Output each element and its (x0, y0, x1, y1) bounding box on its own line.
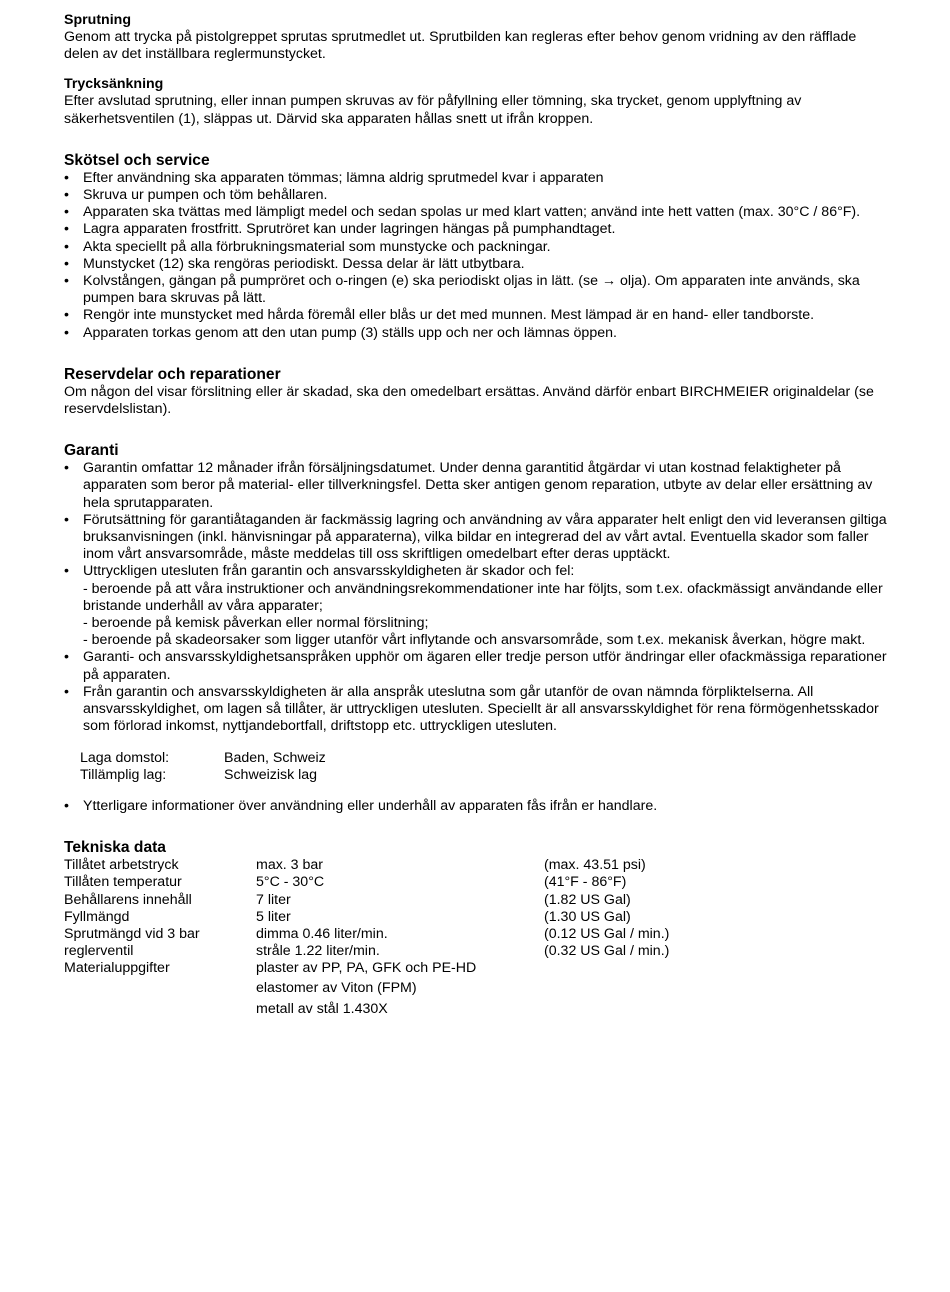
list-item: • Apparaten torkas genom att den utan pump (3) ställs upp och ner och lämnas öppen. (64, 325, 894, 342)
list-item: • Rengör inte munstycket med hårda föremål eller blås ur det med munnen. Mest lämpad är en hand- eller tandborste. (64, 307, 894, 324)
tech-alt: (0.32 US Gal / min.) (544, 943, 670, 960)
document-page (64, 12, 894, 1020)
tech-value: elastomer av Viton (FPM) (256, 979, 417, 996)
tech-data-table (64, 857, 894, 1019)
section-trycksankning (64, 76, 894, 127)
tech-alt: (max. 43.51 psi) (544, 857, 646, 874)
jurisdiction-label: Laga domstol: (80, 749, 170, 766)
tech-alt: (1.82 US Gal) (544, 891, 631, 908)
list-item: • Förutsättning för garantiåtaganden är fackmässig lagring och användning av våra apparater helt enligt den vid leveransen giltiga bruksanvisningen (inkl. hänvisningar på apparaterna), vilka bildar en integrerad del av vårt avtal. Eventuella skador som faller inom vårt ansvarsområde, måste meddelas till oss skriftligen omedelbart efter deras upptäckt. (64, 512, 894, 564)
tech-value: dimma 0.46 liter/min. (256, 925, 388, 942)
tech-value: 5 liter (256, 908, 291, 925)
tech-value: 7 liter (256, 891, 291, 908)
tech-label: reglerventil (64, 943, 134, 960)
section-heading: Sprutning (64, 12, 131, 28)
tech-label: Materialuppgifter (64, 960, 170, 977)
list-item: • Garanti- och ansvarsskyldighetsanspråken upphör om ägaren eller tredje person utför ändringar eller ofackmässiga reparationer på apparaten. (64, 649, 894, 683)
list-item: • Efter användning ska apparaten tömmas; lämna aldrig sprutmedel kvar i apparaten (64, 170, 894, 187)
tech-label: Tillåten temperatur (64, 874, 182, 891)
section-heading: Reservdelar och reparationer (64, 365, 281, 383)
tech-value: max. 3 bar (256, 857, 324, 874)
list-item-text: • Uttryckligen utesluten från garantin och ansvarsskyldigheten är skador och fel: (83, 563, 575, 580)
section-text: Om någon del visar förslitning eller är skadad, ska den omedelbart ersättas. Använd därför enbart BIRCHMEIER originaldelar (se reservdelslistan). (64, 383, 874, 418)
list-item: • Skruva ur pumpen och töm behållaren. (64, 187, 894, 204)
tech-alt (544, 999, 894, 1020)
tech-value: stråle 1.22 liter/min. (256, 943, 380, 960)
exclusion-line: - beroende på att våra instruktioner och användningsrekommendationer inte har följts, som t.ex. ofackmässigt användande eller bristande underhåll av våra apparater; (83, 580, 883, 614)
section-text: Efter avslutad sprutning, eller innan pumpen skruvas av för påfyllning eller tömning, ska trycket, genom upplyftning av säkerhetsventilen (1), släppas ut. Därvid ska apparaten hållas snett ut ifrån kroppen. (64, 93, 802, 127)
tech-alt: (0.12 US Gal / min.) (544, 925, 670, 942)
tech-alt (544, 978, 894, 999)
tech-label: Behållarens innehåll (64, 891, 192, 908)
section-tekniska (64, 839, 894, 1019)
list-item: • Munstycket (12) ska rengöras periodiskt. Dessa delar är lätt utbytbara. (64, 256, 894, 273)
exclusion-line: - beroende på kemisk påverkan eller normal förslitning; (83, 615, 429, 632)
section-garanti (64, 442, 894, 815)
tech-value: plaster av PP, PA, GFK och PE-HD (256, 960, 477, 977)
jurisdiction-label: Tillämplig lag: (80, 766, 167, 783)
jurisdiction-table (64, 750, 894, 784)
tech-label (64, 978, 256, 999)
section-heading: Trycksänkning (64, 76, 164, 93)
tech-label: Fyllmängd (64, 908, 130, 925)
tech-alt: (1.30 US Gal) (544, 908, 631, 925)
bullet-list (64, 170, 894, 342)
list-item: • Garantin omfattar 12 månader ifrån försäljningsdatumet. Under denna garantitid åtgärdar vi utan kostnad felaktigheter på apparaten som beror på material- eller tillverkningsfel. Detta sker antigen genom reparation, utbyte av delar eller ersättning av hela sprutapparaten. (64, 460, 894, 512)
tech-alt (544, 960, 894, 977)
tech-label: Tillåtet arbetstryck (64, 857, 179, 874)
section-reservdelar (64, 366, 894, 418)
list-item (64, 563, 894, 649)
list-item: • Kolvstången, gängan på pumpröret och o-ringen (e) ska periodiskt oljas in lätt. (se → olja). Om apparaten inte används, ska pumpen bara skruvas på lätt. (64, 273, 894, 307)
tech-value: 5°C - 30°C (256, 874, 325, 891)
tech-label (64, 999, 256, 1020)
tech-value: metall av stål 1.430X (256, 1000, 388, 1017)
bullet-list (64, 798, 894, 815)
list-item: • Akta speciellt på alla förbrukningsmaterial som munstycke och packningar. (64, 239, 894, 256)
tech-alt: (41°F - 86°F) (544, 874, 627, 891)
list-item: • Ytterligare informationer över användning eller underhåll av apparaten fås ifrån er handlare. (64, 798, 894, 815)
list-item: • Apparaten ska tvättas med lämpligt medel och sedan spolas ur med klart vatten; använd inte hett vatten (max. 30°C / 86°F). (64, 204, 894, 221)
exclusion-line: - beroende på skadeorsaker som ligger utanför vårt inflytande och ansvarsområde, som t.ex. mekanisk åverkan, högre makt. (83, 632, 866, 649)
list-item: • Från garantin och ansvarsskyldigheten är alla anspråk uteslutna som går utanför de ovan nämnda förpliktelserna. All ansvarsskyldighet, om lagen så tillåter, är uttryckligen utesluten. Speciellt är all ansvarsskyldighet för rena förmögenhetsskador som förlorad inkomst, nyttjandebortfall, driftstopp etc. uttryckligen utesluten. (64, 684, 894, 736)
section-text: Genom att trycka på pistolgreppet sprutas sprutmedlet ut. Sprutbilden kan regleras efter behov genom vridning av den räfflade delen av det inställbara reglermunstycket. (64, 29, 857, 63)
jurisdiction-value: Baden, Schweiz (224, 749, 326, 766)
section-skotsel (64, 152, 894, 342)
tech-label: Sprutmängd vid 3 bar (64, 925, 200, 942)
section-heading: Garanti (64, 442, 119, 460)
list-item: • Lagra apparaten frostfritt. Sprutröret kan under lagringen hängas på pumphandtaget. (64, 221, 894, 238)
bullet-list (64, 460, 894, 735)
section-heading: Skötsel och service (64, 151, 210, 169)
section-sprutning (64, 12, 894, 63)
jurisdiction-value: Schweizisk lag (224, 766, 318, 783)
section-heading: Tekniska data (64, 839, 166, 857)
